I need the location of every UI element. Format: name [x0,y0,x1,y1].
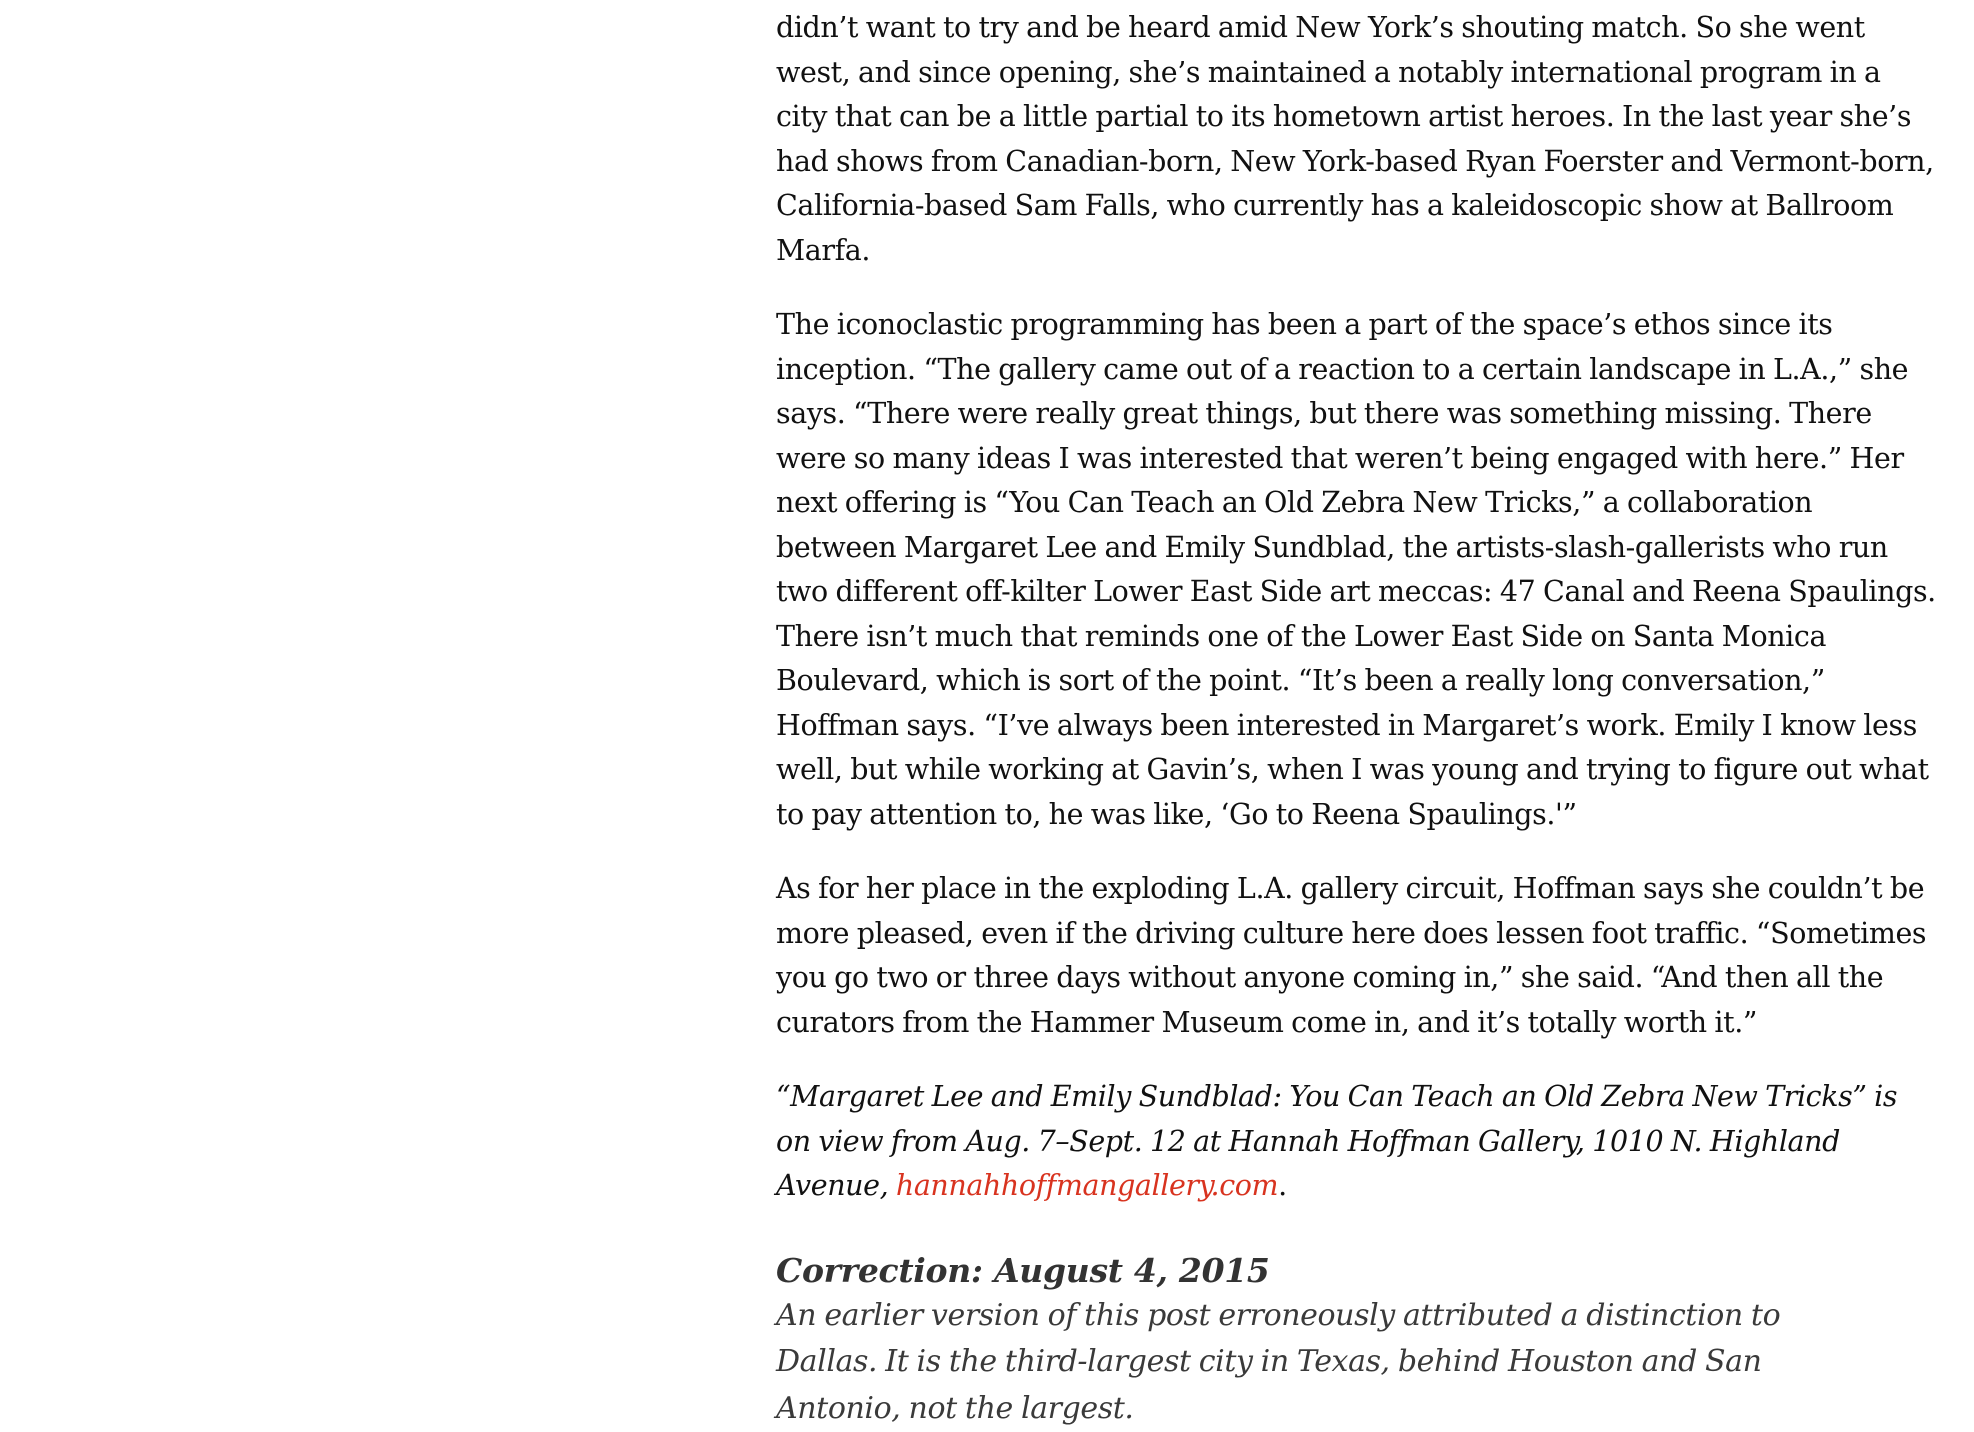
exhibition-credit-suffix: . [1278,1169,1287,1202]
article-body [776,0,1936,1432]
article-paragraph: didn’t want to try and be heard amid New York’s shouting match. So she went west, and since opening, she’s maintained a notably international program in a city that can be a little partial to its hometown artist heroes. In the last year she’s had shows from Canadian-born, New York-based Ryan Foerster and Vermont-born, California-based Sam Falls, who currently has a kaleidoscopic show at Ballroom Marfa. [776,6,1936,273]
article-paragraph: As for her place in the exploding L.A. gallery circuit, Hoffman says she couldn’t be more pleased, even if the driving culture here does lessen foot traffic. “Sometimes you go two or three days without anyone coming in,” she said. “And then all the curators from the Hammer Museum come in, and it’s totally worth it.” [776,867,1936,1045]
gallery-website-link[interactable]: hannahhoffmangallery.com [896,1169,1278,1202]
exhibition-credit-text: “Margaret Lee and Emily Sundblad: You Can Teach an Old Zebra New Tricks” is on view from Aug. 7–Sept. 12 at Hannah Hoffman Gallery, 1010 N. Highland Avenue, [776,1080,1897,1202]
exhibition-credit [776,1075,1936,1209]
correction-notice [776,1249,1936,1432]
correction-body: An earlier version of this post erroneously attributed a distinction to Dallas. It is the third-largest city in Texas, behind Houston and San Antonio, not the largest. [776,1293,1786,1432]
correction-title: Correction: August 4, 2015 [776,1249,1936,1293]
article-paragraph: The iconoclastic programming has been a part of the space’s ethos since its inception. “The gallery came out of a reaction to a certain landscape in L.A.,” she says. “There were really great things, but there was something missing. There were so many ideas I was interested that weren’t being engaged with here.” Her next offering is “You Can Teach an Old Zebra New Tricks,” a collaboration between Margaret Lee and Emily Sundblad, the artists-slash-gallerists who run two different off-kilter Lower East Side art meccas: 47 Canal and Reena Spaulings. There isn’t much that reminds one of the Lower East Side on Santa Monica Boulevard, which is sort of the point. “It’s been a really long conversation,” Hoffman says. “I’ve always been interested in Margaret’s work. Emily I know less well, but while working at Gavin’s, when I was young and trying to figure out what to pay attention to, he was like, ‘Go to Reena Spaulings.'” [776,303,1936,837]
